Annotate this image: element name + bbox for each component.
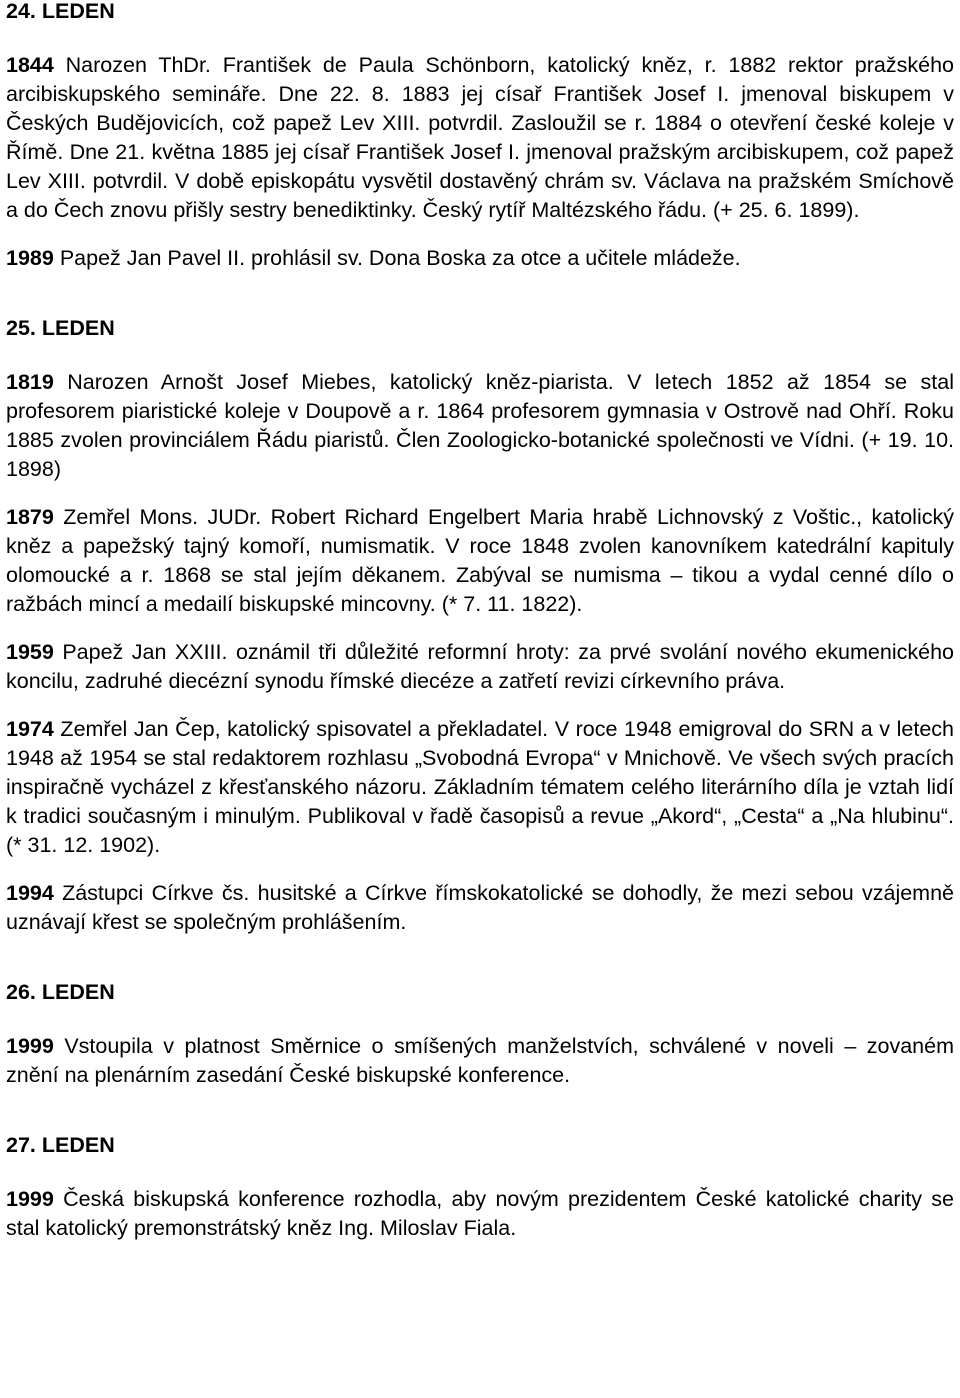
entry-text: Vstoupila v platnost Směrnice o smíšených manželstvích, schválené v noveli – zovaném znění na plenárním zasedání České biskupské konference. xyxy=(6,1034,954,1087)
calendar-entry xyxy=(6,638,954,696)
entry-year: 1879 xyxy=(6,505,54,529)
calendar-entry xyxy=(6,715,954,860)
calendar-entry xyxy=(6,368,954,484)
entry-year: 1844 xyxy=(6,53,54,77)
section-heading: 26. LEDEN xyxy=(6,980,115,1004)
calendar-entry xyxy=(6,244,954,273)
entry-text: Narozen Arnošt Josef Miebes, katolický kněz-piarista. V letech 1852 až 1854 se stal profesorem piaristické koleje v Doupově a r. 1864 profesorem gymnasia v Ostrově nad Ohří. Roku 1885 zvolen provinciálem Řádu piaristů. Člen Zoologicko-botanické společnosti ve Vídni. (+ 19. 10. 1898) xyxy=(6,370,954,481)
calendar-entry xyxy=(6,1185,954,1243)
entry-text: Papež Jan Pavel II. prohlásil sv. Dona Boska za otce a učitele mládeže. xyxy=(53,246,741,270)
section-heading: 25. LEDEN xyxy=(6,316,115,340)
entry-year: 1819 xyxy=(6,370,54,394)
section-heading: 24. LEDEN xyxy=(6,0,115,23)
calendar-entry xyxy=(6,1032,954,1090)
entry-year: 1999 xyxy=(6,1187,54,1211)
entry-text: Zemřel Mons. JUDr. Robert Richard Engelbert Maria hrabě Lichnovský z Voštic., katolický kněz a papežský tajný komoří, numismatik. V roce 1848 zvolen kanovníkem katedrální kapituly olomoucké a r. 1868 se stal jejím děkanem. Zabýval se numisma – tikou a vydal cenné dílo o ražbách mincí a medailí biskupské mincovny. (* 7. 11. 1822). xyxy=(6,505,954,616)
document-page xyxy=(6,0,954,1243)
calendar-entry xyxy=(6,51,954,225)
calendar-entry xyxy=(6,503,954,619)
calendar-entry xyxy=(6,879,954,937)
entry-text: Papež Jan XXIII. oznámil tři důležité reformní hroty: za prvé svolání nového ekumenického koncilu, zadruhé diecézní synodu římské diecéze a zatřetí revizi církevního práva. xyxy=(6,640,954,693)
entry-year: 1994 xyxy=(6,881,54,905)
entry-year: 1989 xyxy=(6,246,54,270)
entry-text: Zemřel Jan Čep, katolický spisovatel a překladatel. V roce 1948 emigroval do SRN a v letech 1948 až 1954 se stal redaktorem rozhlasu „Svobodná Evropa“ v Mnichově. Ve všech svých pracích inspiračně vycházel z křesťanského názoru. Základním tématem celého literárního díla je vztah lidí k tradici současným i minulým. Publikoval v řadě časopisů a revue „Akord“, „Cesta“ a „Na hlubinu“. (* 31. 12. 1902). xyxy=(6,717,954,857)
entry-text: Narozen ThDr. František de Paula Schönborn, katolický kněz, r. 1882 rektor pražského arcibiskupského semináře. Dne 22. 8. 1883 jej císař František Josef I. jmenoval biskupem v Českých Budějovicích, což papež Lev XIII. potvrdil. Zasloužil se r. 1884 o otevření české koleje v Římě. Dne 21. května 1885 jej císař František Josef I. jmenoval pražským arcibiskupem, což papež Lev XIII. potvrdil. V době episkopátu vysvětil dostavěný chrám sv. Václava na pražském Smíchově a do Čech znovu přišly sestry benediktinky. Český rytíř Maltézského řádu. (+ 25. 6. 1899). xyxy=(6,53,954,222)
entry-year: 1999 xyxy=(6,1034,54,1058)
entry-year: 1959 xyxy=(6,640,54,664)
entry-text: Zástupci Církve čs. husitské a Církve římskokatolické se dohodly, že mezi sebou vzájemně uznávají křest se společným prohlášením. xyxy=(6,881,954,934)
entry-text: Česká biskupská konference rozhodla, aby novým prezidentem České katolické charity se stal katolický premonstrátský kněz Ing. Miloslav Fiala. xyxy=(6,1187,954,1240)
section-heading: 27. LEDEN xyxy=(6,1133,115,1157)
entry-year: 1974 xyxy=(6,717,54,741)
